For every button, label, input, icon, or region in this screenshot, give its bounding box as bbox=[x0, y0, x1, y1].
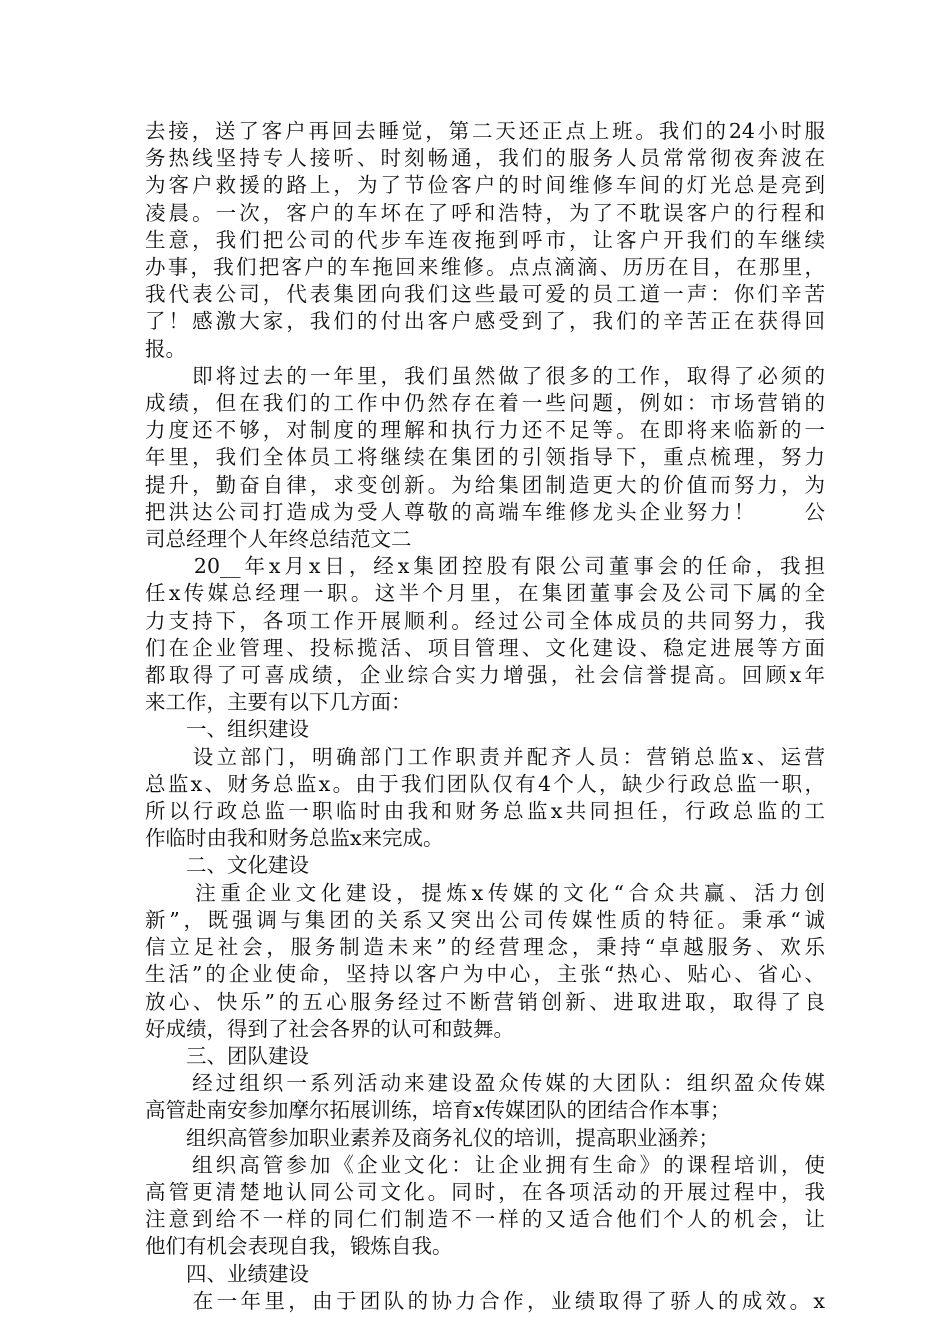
text-line: 作临时由我和财务总监x来完成。 bbox=[145, 826, 444, 851]
text-line: 年里，我们全体员工将继续在集团的引领指导下，重点梳理，努力 bbox=[145, 445, 825, 470]
text-line: 报。 bbox=[145, 336, 186, 361]
text-line: 组织高管参加《企业文化：让企业拥有生命》的课程培训，使 bbox=[145, 1152, 825, 1177]
text-line: 所以行政总监一职临时由我和财务总监x共同担任，行政总监的工 bbox=[145, 799, 825, 824]
text-line: 司总经理个人年终总结范文二 bbox=[145, 527, 412, 552]
text-line: 二、文化建设 bbox=[145, 853, 309, 878]
text-line: 高管赴南安参加摩尔拓展训练，培育x传媒团队的团结合作本事； bbox=[145, 1098, 731, 1123]
text-line: 生意，我们把公司的代步车连夜拖到呼市，让客户开我们的车继续 bbox=[145, 227, 825, 252]
text-line: 即将过去的一年里，我们虽然做了很多的工作，取得了必须的 bbox=[145, 363, 825, 388]
text-line: 我代表公司，代表集团向我们这些最可爱的员工道一声：你们辛苦 bbox=[145, 282, 825, 307]
text-line: 新”，既强调与集团的关系又突出公司传媒性质的特征。秉承“诚 bbox=[145, 907, 825, 932]
text-line: 设立部门，明确部门工作职责并配齐人员：营销总监x、运营 bbox=[145, 744, 825, 769]
text-line: 好成绩，得到了社会各界的认可和鼓舞。 bbox=[145, 1016, 514, 1041]
text-line: 三、团队建设 bbox=[145, 1043, 309, 1068]
text-line: 20__年x月x日，经x集团控股有限公司董事会的任命，我担 bbox=[145, 554, 825, 579]
text-line: 都取得了可喜成绩，企业综合实力增强，社会信誉提高。回顾x年 bbox=[145, 663, 825, 688]
text-line: 把洪达公司打造成为受人尊敬的高端车维修龙头企业努力！ 公 bbox=[145, 499, 825, 524]
text-line: 为客户救援的路上，为了节俭客户的时间维修车间的灯光总是亮到 bbox=[145, 173, 825, 198]
text-line: 务热线坚持专人接听、时刻畅通，我们的服务人员常常彻夜奔波在 bbox=[145, 146, 825, 171]
text-line: 信立足社会，服务制造未来”的经营理念，秉持“卓越服务、欢乐 bbox=[145, 935, 825, 960]
text-line: 任x传媒总经理一职。这半个月里，在集团董事会及公司下属的全 bbox=[145, 581, 825, 606]
text-line: 们在企业管理、投标揽活、项目管理、文化建设、稳定进展等方面 bbox=[145, 635, 825, 660]
text-line: 注重企业文化建设，提炼x传媒的文化“合众共赢、活力创 bbox=[145, 880, 825, 905]
text-line: 一、组织建设 bbox=[145, 717, 309, 742]
text-line: 办事，我们把客户的车拖回来维修。点点滴滴、历历在目，在那里， bbox=[145, 255, 825, 280]
text-line: 凌晨。一次，客户的车坏在了呼和浩特，为了不耽误客户的行程和 bbox=[145, 200, 825, 225]
text-line: 在一年里，由于团队的协力合作，业绩取得了骄人的成效。x bbox=[145, 1288, 825, 1313]
text-line: 力支持下，各项工作开展顺利。经过公司全体成员的共同努力，我 bbox=[145, 608, 825, 633]
text-line: 提升，勤奋自律，求变创新。为给集团制造更大的价值而努力，为 bbox=[145, 472, 825, 497]
text-line: 总监x、财务总监x。由于我们团队仅有4个人，缺少行政总监一职， bbox=[145, 771, 825, 796]
text-line: 力度还不够，对制度的理解和执行力还不足等。在即将来临新的一 bbox=[145, 418, 825, 443]
text-line: 来工作，主要有以下几方面： bbox=[145, 690, 412, 715]
text-line: 组织高管参加职业素养及商务礼仪的培训，提高职业涵养； bbox=[145, 1125, 719, 1150]
text-line: 四、业绩建设 bbox=[145, 1261, 309, 1286]
text-line: 经过组织一系列活动来建设盈众传媒的大团队：组织盈众传媒 bbox=[145, 1071, 825, 1096]
text-line: 注意到给不一样的同仁们制造不一样的又适合他们个人的机会，让 bbox=[145, 1207, 825, 1232]
text-line: 放心、快乐”的五心服务经过不断营销创新、进取进取，取得了良 bbox=[145, 989, 825, 1014]
text-line: 成绩，但在我们的工作中仍然存在着一些问题，例如：市场营销的 bbox=[145, 391, 825, 416]
text-line: 高管更清楚地认同公司文化。同时，在各项活动的开展过程中，我 bbox=[145, 1179, 825, 1204]
text-line: 生活”的企业使命，坚持以客户为中心，主张“热心、贴心、省心、 bbox=[145, 962, 825, 987]
text-line: 了！感激大家，我们的付出客户感受到了，我们的辛苦正在获得回 bbox=[145, 309, 825, 334]
text-line: 他们有机会表现自我，锻炼自我。 bbox=[145, 1234, 453, 1259]
document-page bbox=[145, 118, 825, 1315]
text-line: 去接，送了客户再回去睡觉，第二天还正点上班。我们的24小时服 bbox=[145, 119, 825, 143]
